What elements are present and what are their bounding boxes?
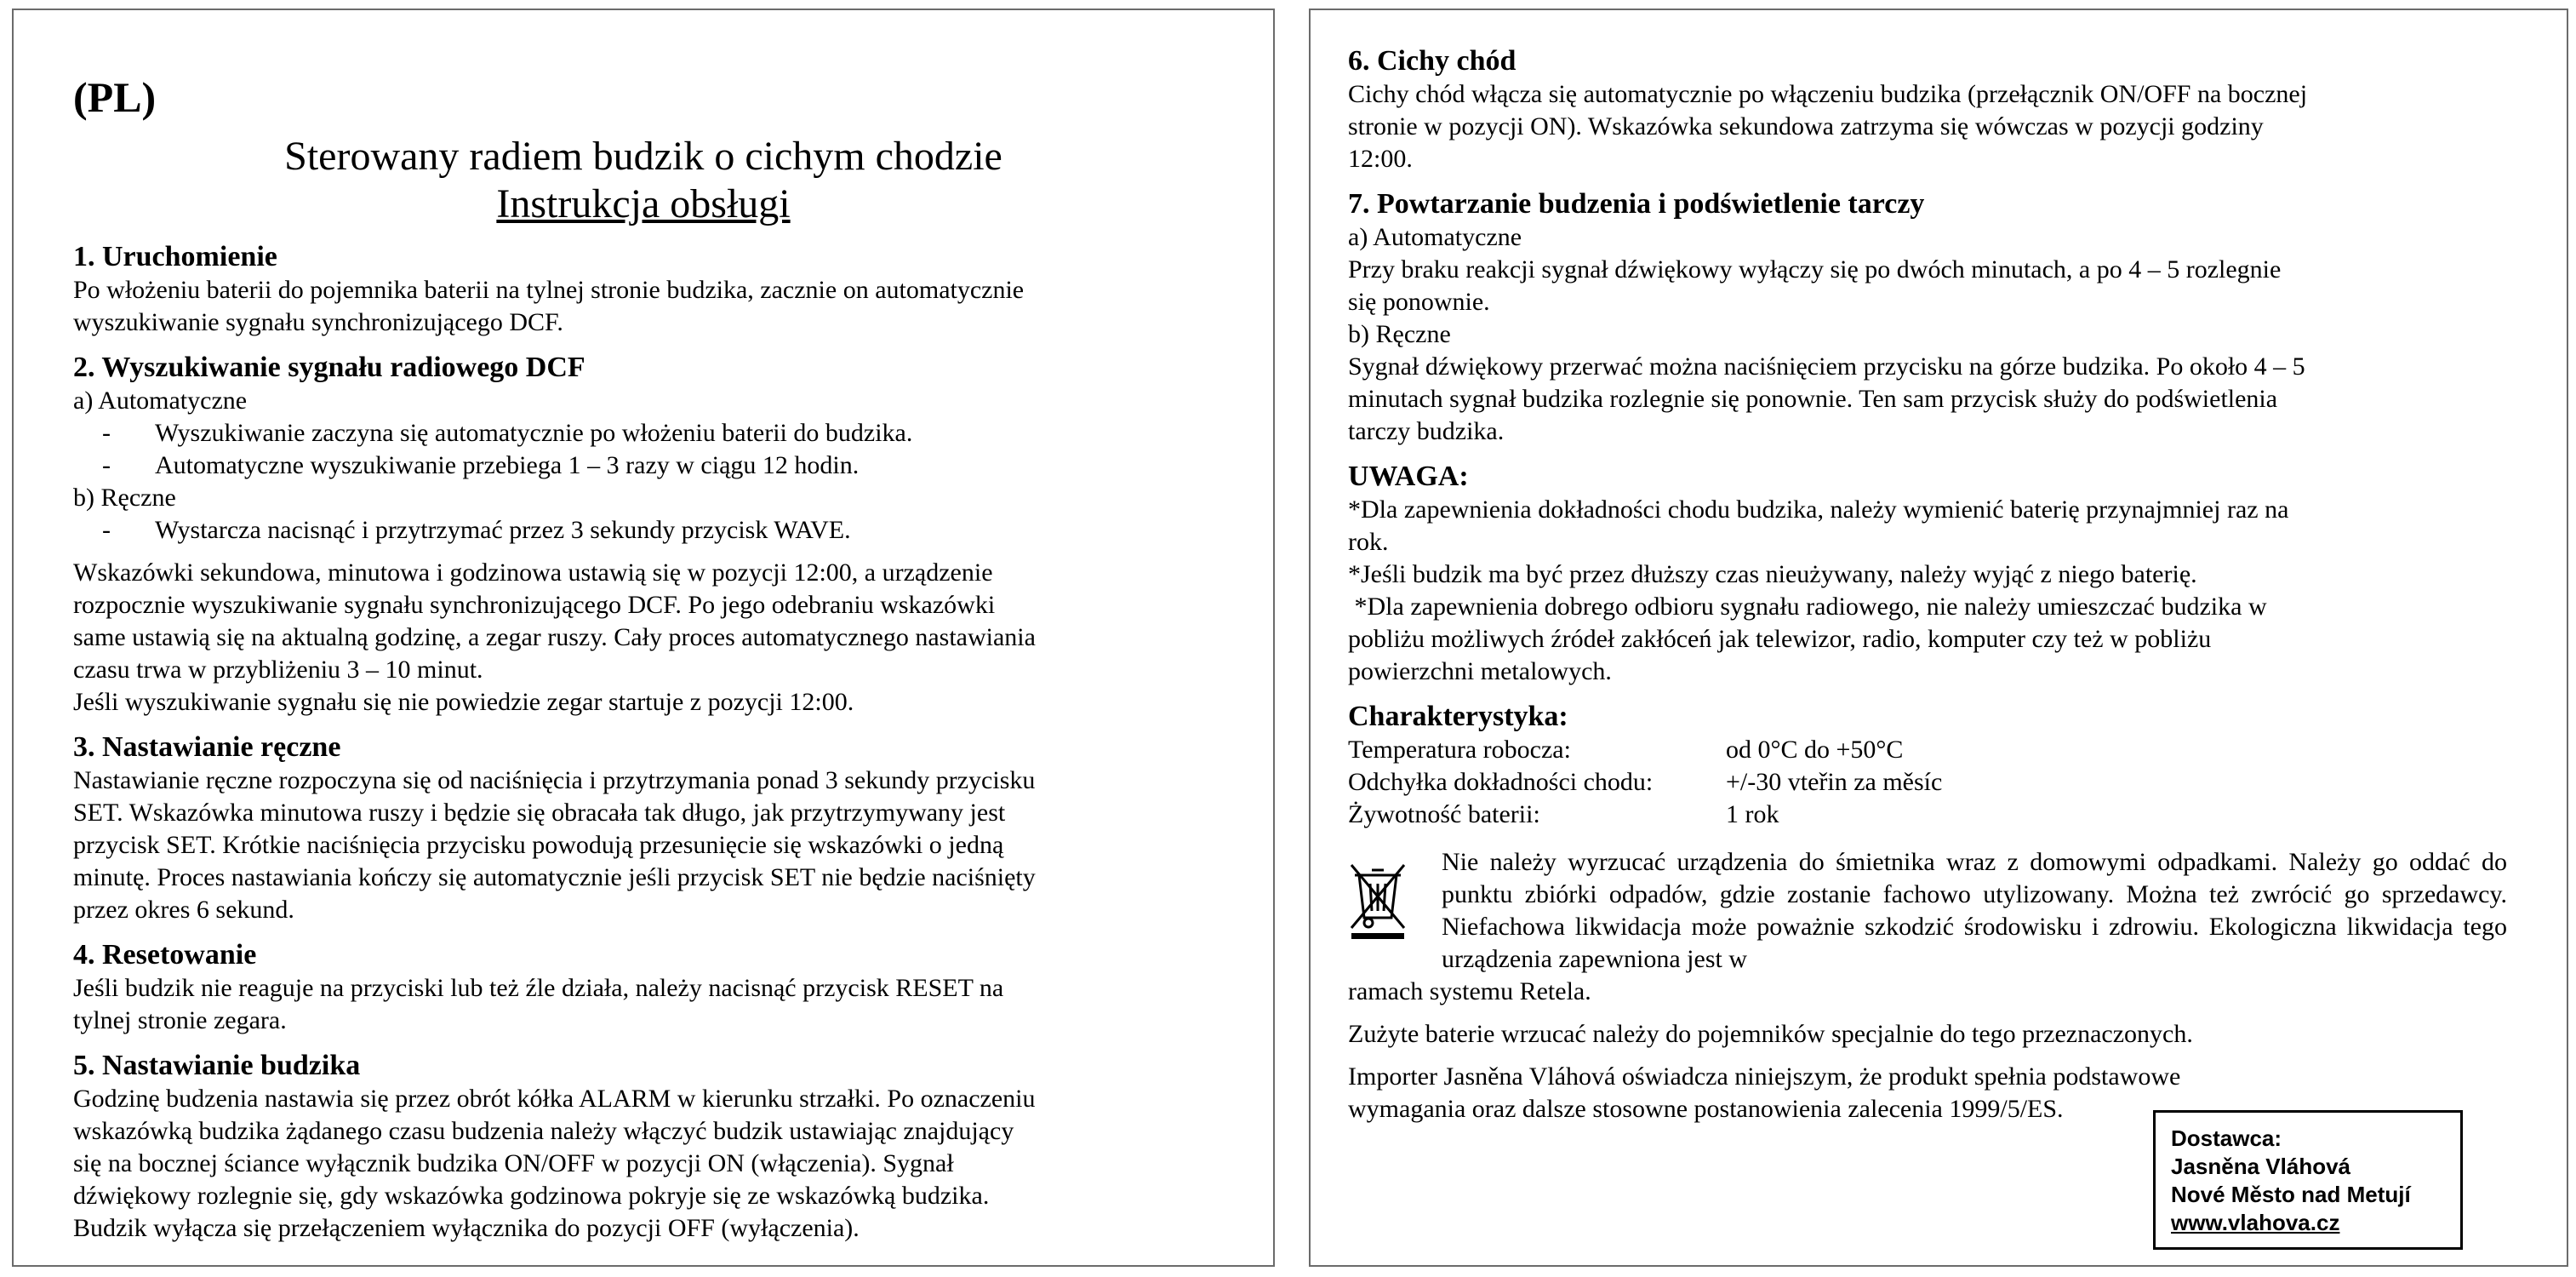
section-5-heading: 5. Nastawianie budzika bbox=[73, 1050, 361, 1081]
section-5-body bbox=[73, 1083, 1214, 1245]
left-page bbox=[12, 9, 1275, 1267]
text-line: tarczy budzika. bbox=[1348, 417, 1505, 445]
section-7-heading: 7. Powtarzanie budzenia i podświetlenie tarczy bbox=[1348, 188, 1925, 220]
text-line: pobliżu możliwych źródeł zakłóceń jak telewizor, radio, komputer czy też w pobliżu bbox=[1348, 625, 2212, 653]
specs-heading: Charakterystyka: bbox=[1348, 701, 1568, 732]
text-line: powierzchni metalowych. bbox=[1348, 657, 1612, 685]
section-4-body bbox=[73, 972, 1214, 1037]
warning-heading: UWAGA: bbox=[1348, 461, 1469, 492]
supplier-city: Nové Město nad Metují bbox=[2171, 1182, 2411, 1207]
list-item-text: Wyszukiwanie zaczyna się automatycznie po włożeniu baterii do budzika. bbox=[155, 419, 913, 447]
text-line: Cichy chód włącza się automatycznie po włączeniu budzika (przełącznik ON/OFF na bocznej bbox=[1348, 80, 2308, 108]
spec-row bbox=[1348, 766, 2507, 799]
section-3-heading: 3. Nastawianie ręczne bbox=[73, 731, 341, 763]
spec-row bbox=[1348, 734, 2507, 766]
text-line: *Jeśli budzik ma być przez dłuższy czas nieużywany, należy wyjąć z niego baterię. bbox=[1348, 560, 2197, 588]
supplier-label: Dostawca: bbox=[2171, 1125, 2282, 1151]
text-line: Importer Jasněna Vláhová oświadcza niniejszym, że produkt spełnia podstawowe bbox=[1348, 1062, 2181, 1091]
text-line: same ustawią się na aktualną godzinę, a zegar ruszy. Cały proces automatycznego nastawiania bbox=[73, 623, 1036, 651]
list-item bbox=[73, 450, 1214, 482]
dash-marker: - bbox=[102, 419, 111, 447]
page-subtitle bbox=[73, 180, 1214, 228]
text-line: *Dla zapewnienia dobrego odbioru sygnału radiowego, nie należy umieszczać budzika w bbox=[1348, 593, 2267, 621]
list-item bbox=[73, 417, 1214, 450]
text-line: przez okres 6 sekund. bbox=[73, 896, 294, 924]
list-item-text: Wystarcza nacisnąć i przytrzymać przez 3 sekundy przycisk WAVE. bbox=[155, 516, 851, 544]
section-1-body bbox=[73, 274, 1214, 339]
section-3-body bbox=[73, 764, 1214, 926]
section-1-heading: 1. Uruchomienie bbox=[73, 241, 277, 272]
right-page bbox=[1309, 9, 2568, 1267]
text-line: Godzinę budzenia nastawia się przez obrót kółka ALARM w kierunku strzałki. Po oznaczeniu bbox=[73, 1085, 1036, 1113]
text-line: Przy braku reakcji sygnał dźwiękowy wyłączy się po dwóch minutach, a po 4 – 5 rozlegnie bbox=[1348, 255, 2282, 283]
subtitle-text: Instrukcja obsługi bbox=[496, 181, 791, 226]
text-line: Wskazówki sekundowa, minutowa i godzinowa ustawią się w pozycji 12:00, a urządzenie bbox=[73, 558, 993, 587]
spec-label: Żywotność baterii: bbox=[1348, 800, 1540, 828]
disposal-notice bbox=[1348, 846, 2507, 976]
spec-value: od 0°C do +50°C bbox=[1726, 736, 1904, 764]
supplier-website-link[interactable]: www.vlahova.cz bbox=[2171, 1210, 2340, 1235]
text-line: rozpocznie wyszukiwanie sygnału synchronizującego DCF. Po jego odebraniu wskazówki bbox=[73, 591, 996, 619]
section-6-body bbox=[1348, 78, 2507, 175]
spec-value: 1 rok bbox=[1726, 800, 1779, 828]
text-line: minutę. Proces nastawiania kończy się automatycznie jeśli przycisk SET nie będzie naciśnięty bbox=[73, 863, 1036, 891]
text-line: dźwiękowy rozlegnie się, gdy wskazówka godzinowa pokryje się ze wskazówką budzika. bbox=[73, 1182, 990, 1210]
list-item bbox=[73, 514, 1214, 547]
spec-label: Temperatura robocza: bbox=[1348, 736, 1571, 764]
text-line: wyszukiwanie sygnału synchronizującego DCF. bbox=[73, 308, 563, 336]
page-title: Sterowany radiem budzik o cichym chodzie bbox=[284, 134, 1002, 179]
section-2-heading: 2. Wyszukiwanie sygnału radiowego DCF bbox=[73, 352, 585, 383]
text-line: czasu trwa w przybliżeniu 3 – 10 minut. bbox=[73, 656, 483, 684]
text-line: minutach sygnał budzika rozlegnie się ponownie. Ten sam przycisk służy do podświetlenia bbox=[1348, 385, 2278, 413]
subsection-a-label: a) Automatyczne bbox=[73, 387, 248, 415]
text-line: stronie w pozycji ON). Wskazówka sekundowa zatrzyma się wówczas w pozycji godziny bbox=[1348, 112, 2264, 140]
text-line: Sygnał dźwiękowy przerwać można naciśnięciem przycisku na górze budzika. Po około 4 – 5 bbox=[1348, 352, 2305, 381]
battery-notice: Zużyte baterie wrzucać należy do pojemników specjalnie do tego przeznaczonych. bbox=[1348, 1020, 2193, 1048]
supplier-name: Jasněna Vláhová bbox=[2171, 1154, 2350, 1179]
subsection-a-label: a) Automatyczne bbox=[1348, 223, 1522, 251]
text-line: się ponownie. bbox=[1348, 288, 1490, 316]
text-line: SET. Wskazówka minutowa ruszy i będzie się obracała tak długo, jak przytrzymywany jest bbox=[73, 799, 1006, 827]
list-item-text: Automatyczne wyszukiwanie przebiega 1 – 3 razy w ciągu 12 hodin. bbox=[155, 451, 860, 479]
text-line: *Dla zapewnienia dokładności chodu budzika, należy wymienić baterię przynajmniej raz na bbox=[1348, 495, 2289, 524]
text-line: wymagania oraz dalsze stosowne postanowienia zalecenia 1999/5/ES. bbox=[1348, 1095, 2064, 1123]
section-2-paragraph bbox=[73, 557, 1214, 719]
section-4-heading: 4. Resetowanie bbox=[73, 939, 257, 971]
text-line: Jeśli wyszukiwanie sygnału się nie powiedzie zegar startuje z pozycji 12:00. bbox=[73, 688, 854, 716]
text-line: wskazówką budzika żądanego czasu budzenia należy włączyć budzik ustawiając znajdujący bbox=[73, 1117, 1014, 1145]
language-code: (PL) bbox=[73, 73, 157, 121]
disposal-text: Nie należy wyrzucać urządzenia do śmietnika wraz z domowymi odpadkami. Należy go oddać do punktu zbiórki odpadów, gdzie zostanie fachowo utylizowany. Można też zwrócić go sprzedawcy. Niefachowa likwidacja może poważnie szkodzić środowisku i zdrowiu. Ekologiczna likwidacja tego urządzenia zapewniona jest w bbox=[1442, 848, 2507, 973]
section-6-heading: 6. Cichy chód bbox=[1348, 45, 1516, 77]
text-line: Budzik wyłącza się przełączeniem wyłącznika do pozycji OFF (wyłączenia). bbox=[73, 1214, 860, 1242]
text-line: tylnej stronie zegara. bbox=[73, 1006, 287, 1034]
supplier-box bbox=[2153, 1110, 2463, 1250]
dash-marker: - bbox=[102, 516, 111, 544]
warning-body bbox=[1348, 494, 2507, 688]
specs-table bbox=[1348, 734, 2507, 831]
section-2-body bbox=[73, 385, 1214, 719]
spec-value: +/-30 vteřin za měsíc bbox=[1726, 768, 1943, 796]
dash-marker: - bbox=[102, 451, 111, 479]
spec-row bbox=[1348, 799, 2507, 831]
disposal-text-last: ramach systemu Retela. bbox=[1348, 977, 1591, 1005]
text-line: przycisk SET. Krótkie naciśnięcia przycisku powodują przesunięcie się wskazówki o jedną bbox=[73, 831, 1004, 859]
section-7-body bbox=[1348, 221, 2507, 448]
crossed-out-wheelie-bin-icon bbox=[1348, 846, 1442, 976]
text-line: 12:00. bbox=[1348, 145, 1413, 173]
text-line: Nastawianie ręczne rozpoczyna się od naciśnięcia i przytrzymania ponad 3 sekundy przycisku bbox=[73, 766, 1036, 794]
text-line: się na bocznej ściance wyłącznik budzika ON/OFF w pozycji ON (włączenia). Sygnał bbox=[73, 1149, 954, 1177]
text-line: Po włożeniu baterii do pojemnika baterii na tylnej stronie budzika, zacznie on automatycznie bbox=[73, 276, 1025, 304]
spec-label: Odchyłka dokładności chodu: bbox=[1348, 768, 1654, 796]
text-line: Jeśli budzik nie reaguje na przyciski lub też źle działa, należy nacisnąć przycisk RESET na bbox=[73, 974, 1004, 1002]
text-line: rok. bbox=[1348, 528, 1389, 556]
subsection-b-label: b) Ręczne bbox=[73, 484, 176, 512]
subsection-b-label: b) Ręczne bbox=[1348, 320, 1451, 348]
